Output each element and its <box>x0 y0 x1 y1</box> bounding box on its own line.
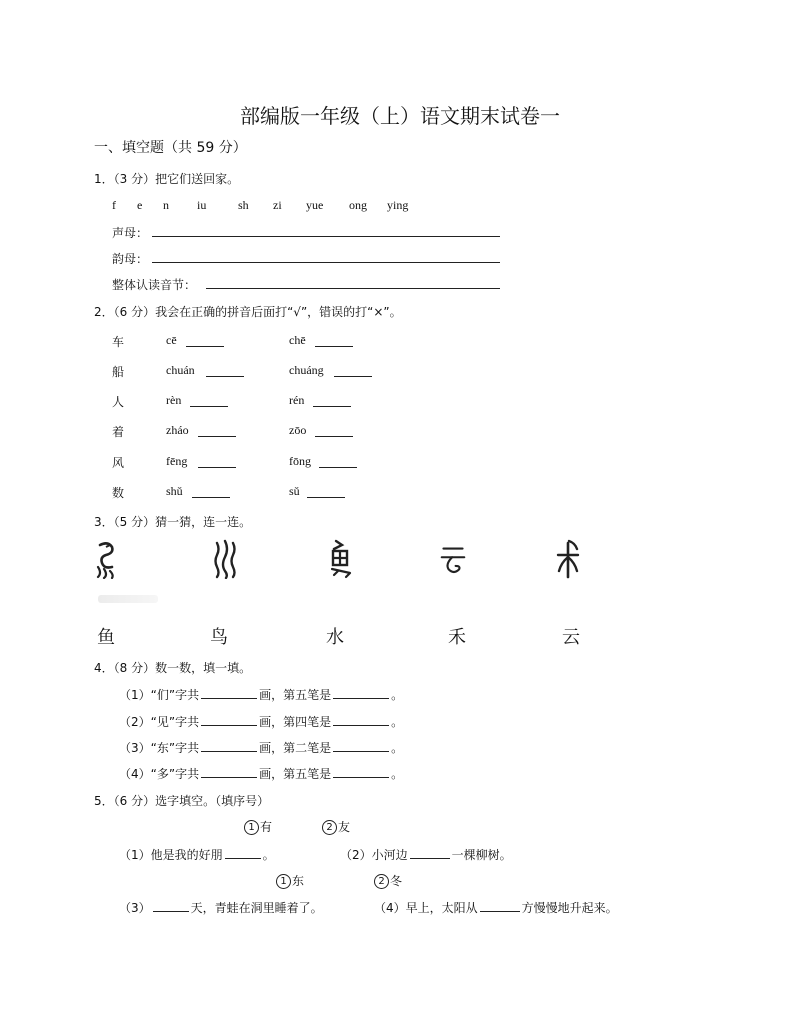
item-char: “东”字共 <box>150 741 200 755</box>
q1-label-whole: 整体认读音节： <box>112 278 197 292</box>
answer-blank[interactable] <box>198 436 236 437</box>
q2-stem: 2．（6 分）我会在正确的拼音后面打“√”，错误的打“×”。 <box>94 305 402 319</box>
q2-pinyin-a: zháo <box>166 423 189 437</box>
match-word[interactable]: 鱼 <box>97 627 115 648</box>
page-title: 部编版一年级（上）语文期末试卷一 <box>240 104 560 128</box>
option-word: 有 <box>260 820 273 834</box>
q4-stem: 4．（8 分）数一数，填一填。 <box>94 661 252 675</box>
item-char: “见”字共 <box>150 715 200 729</box>
q4-item <box>119 765 403 782</box>
watermark-smudge <box>98 595 158 603</box>
q2-pinyin-a: fēng <box>166 454 188 468</box>
answer-line[interactable] <box>206 288 500 289</box>
circled-number-2-icon: 2 <box>374 874 389 889</box>
syllable: yue <box>306 198 324 212</box>
item-number: （2） <box>119 715 151 729</box>
syllable: iu <box>197 198 207 212</box>
syllable: ong <box>349 198 367 212</box>
syllable: zi <box>273 198 282 212</box>
q5-sentence <box>340 846 512 863</box>
answer-blank[interactable] <box>198 467 236 468</box>
q5-option <box>374 872 402 889</box>
circled-number-2-icon: 2 <box>322 820 337 835</box>
q2-pinyin-b: zōo <box>289 423 307 437</box>
circled-number-1-icon: 1 <box>244 820 259 835</box>
match-word[interactable]: 禾 <box>448 627 466 648</box>
answer-blank[interactable] <box>333 765 389 778</box>
item-number: （4） <box>119 767 151 781</box>
q4-item <box>119 739 403 756</box>
fish-seal-glyph-icon[interactable] <box>328 539 354 579</box>
sentence-pre: 他是我的好朋 <box>150 848 223 862</box>
q2-pinyin-a: rèn <box>166 393 182 407</box>
syllable: ying <box>387 198 409 212</box>
q5-sentence <box>374 899 618 916</box>
q2-pinyin-b: sǔ <box>289 484 300 498</box>
answer-blank[interactable] <box>315 436 353 437</box>
q2-pinyin-b: rén <box>289 393 305 407</box>
answer-blank[interactable] <box>334 376 372 377</box>
circled-number-1-icon: 1 <box>276 874 291 889</box>
syllable: n <box>163 198 169 212</box>
item-number: （1） <box>119 688 151 702</box>
q2-char: 车 <box>112 335 125 349</box>
q2-pinyin-a: shǔ <box>166 484 183 498</box>
q1-label-finals: 韵母： <box>112 252 149 266</box>
answer-blank[interactable] <box>319 467 357 468</box>
match-word[interactable]: 水 <box>326 627 344 648</box>
sentence-pre: 小河边 <box>371 848 408 862</box>
answer-blank[interactable] <box>201 739 257 752</box>
q5-sentence <box>119 899 323 916</box>
q2-char: 船 <box>112 365 125 379</box>
answer-blank[interactable] <box>313 406 351 407</box>
q4-item <box>119 713 403 730</box>
option-word: 友 <box>338 820 351 834</box>
item-char: “多”字共 <box>150 767 200 781</box>
sentence-pre: 早上，太阳从 <box>405 901 478 915</box>
item-mid: 画，第四笔是 <box>259 715 332 729</box>
syllable: sh <box>238 198 249 212</box>
cloud-seal-glyph-icon[interactable] <box>440 539 466 579</box>
q2-pinyin-a: cē <box>166 333 177 347</box>
item-mid: 画，第五笔是 <box>259 688 332 702</box>
section-heading: 一、填空题（共 59 分） <box>94 140 247 156</box>
item-number: （4） <box>374 901 406 915</box>
match-word[interactable]: 云 <box>562 627 580 648</box>
item-char: “们”字共 <box>150 688 200 702</box>
answer-line[interactable] <box>152 262 500 263</box>
q2-char: 风 <box>112 456 125 470</box>
q2-char: 数 <box>112 486 125 500</box>
item-number: （1） <box>119 848 151 862</box>
q5-stem: 5．（6 分）选字填空。（填序号） <box>94 794 270 808</box>
sentence-post: 方慢慢地升起来。 <box>521 901 618 915</box>
answer-blank[interactable] <box>480 899 520 912</box>
q2-char: 人 <box>112 395 125 409</box>
answer-blank[interactable] <box>315 346 353 347</box>
answer-blank[interactable] <box>192 497 230 498</box>
bird-seal-glyph-icon[interactable] <box>94 539 120 579</box>
q2-char: 着 <box>112 425 125 439</box>
answer-blank[interactable] <box>201 686 257 699</box>
q3-stem: 3．（5 分）猜一猜，连一连。 <box>94 515 252 529</box>
item-end: 。 <box>391 741 404 755</box>
q2-pinyin-a: chuán <box>166 363 195 377</box>
item-mid: 画，第五笔是 <box>259 767 332 781</box>
q2-pinyin-b: fōng <box>289 454 311 468</box>
q5-sentence <box>119 846 275 863</box>
q1-label-initials: 声母： <box>112 226 149 240</box>
answer-blank[interactable] <box>153 899 189 912</box>
answer-blank[interactable] <box>333 686 389 699</box>
answer-blank[interactable] <box>186 346 224 347</box>
item-end: 。 <box>391 767 404 781</box>
option-word: 东 <box>292 874 305 888</box>
item-end: 。 <box>391 688 404 702</box>
sentence-post: 。 <box>262 848 275 862</box>
item-number: （2） <box>340 848 372 862</box>
grain-seal-glyph-icon[interactable] <box>555 539 581 579</box>
q4-item <box>119 686 403 703</box>
answer-blank[interactable] <box>333 713 389 726</box>
answer-blank[interactable] <box>201 765 257 778</box>
syllable: e <box>137 198 143 212</box>
answer-blank[interactable] <box>307 497 345 498</box>
answer-line[interactable] <box>152 236 500 237</box>
answer-blank[interactable] <box>225 846 261 859</box>
item-mid: 画，第二笔是 <box>259 741 332 755</box>
item-number: （3） <box>119 901 151 915</box>
q2-pinyin-b: chē <box>289 333 306 347</box>
syllable: f <box>112 198 116 212</box>
q5-option <box>244 818 272 835</box>
option-word: 冬 <box>390 874 403 888</box>
answer-blank[interactable] <box>333 739 389 752</box>
q1-stem: 1．（3 分）把它们送回家。 <box>94 172 240 186</box>
sentence-post: 一棵柳树。 <box>451 848 512 862</box>
q5-option <box>276 872 304 889</box>
q5-option <box>322 818 350 835</box>
water-seal-glyph-icon[interactable] <box>212 539 238 579</box>
answer-blank[interactable] <box>190 406 228 407</box>
q2-pinyin-b: chuáng <box>289 363 324 377</box>
answer-blank[interactable] <box>206 376 244 377</box>
answer-blank[interactable] <box>201 713 257 726</box>
match-word[interactable]: 鸟 <box>210 627 228 648</box>
item-end: 。 <box>391 715 404 729</box>
item-number: （3） <box>119 741 151 755</box>
answer-blank[interactable] <box>410 846 450 859</box>
sentence-post: 天，青蛙在洞里睡着了。 <box>190 901 323 915</box>
